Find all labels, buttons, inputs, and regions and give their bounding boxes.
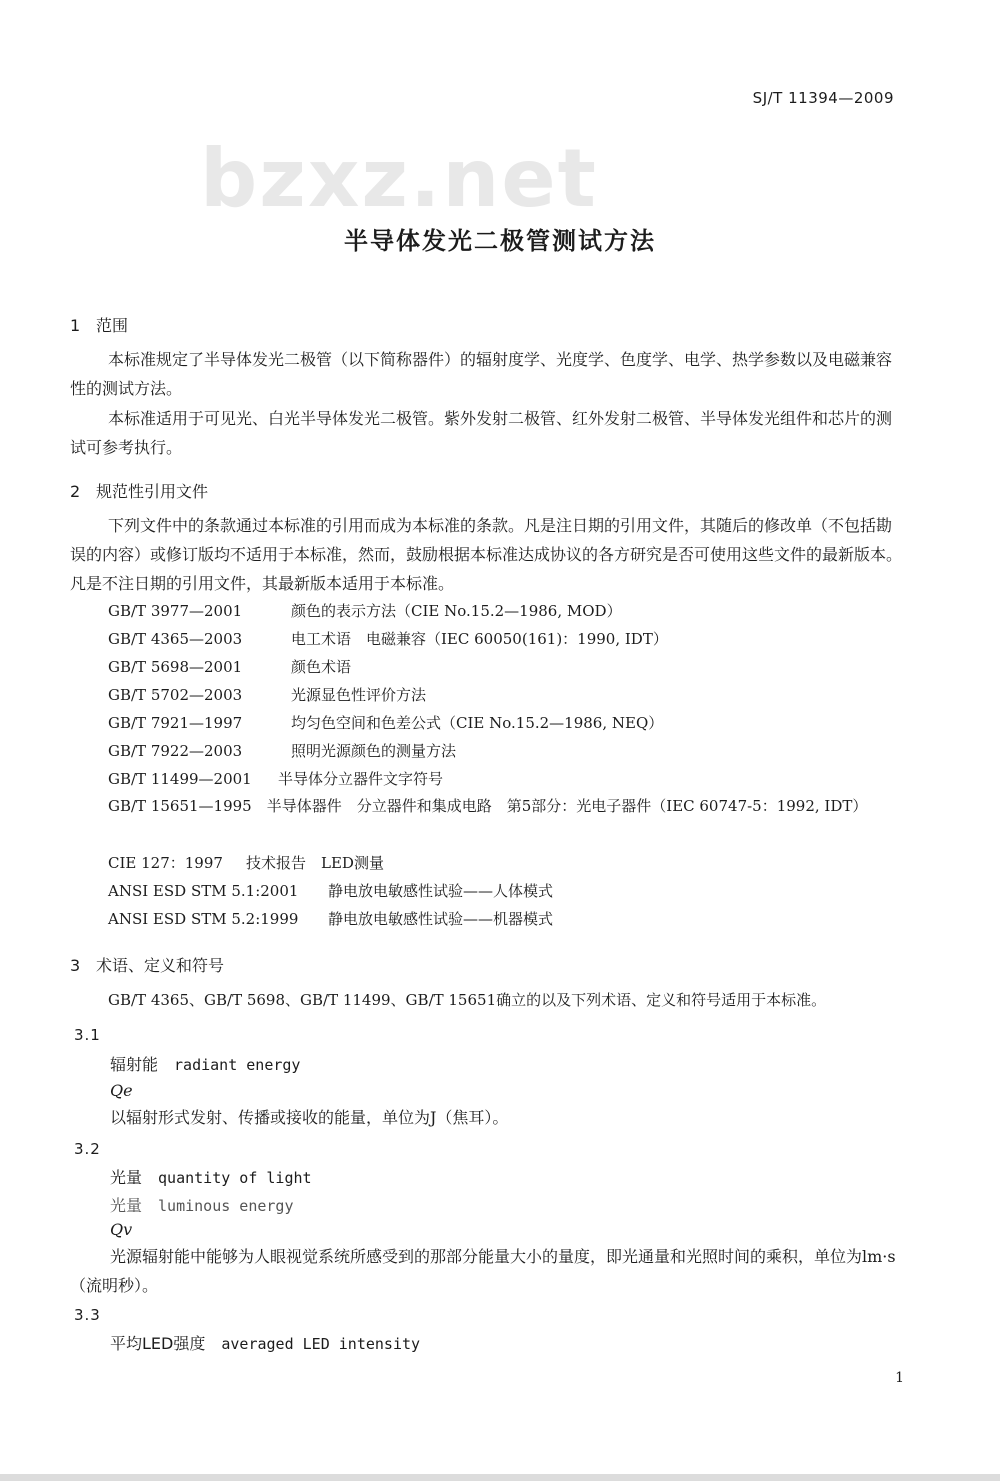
reference-code: ANSI ESD STM 5.2:1999 (108, 910, 299, 928)
reference-item (108, 712, 663, 733)
clause-number: 3.1 (74, 1026, 101, 1044)
clause-number: 3.3 (74, 1306, 101, 1324)
scope-paragraph-2: 本标准适用于可见光、白光半导体发光二极管。紫外发射二极管、红外发射二极管、半导体发光组件和芯片的测试可参考执行。 (70, 409, 893, 457)
terms-intro: GB/T 4365、GB/T 5698、GB/T 11499、GB/T 15651确立的以及下列术语、定义和符号适用于本标准。 (108, 991, 827, 1009)
reference-title: 光源显色性评价方法 (291, 686, 427, 704)
section-title: 术语、定义和符号 (96, 956, 225, 975)
reference-title: 技术报告 LED测量 (246, 854, 384, 872)
reference-item-long: GB/T 15651—1995 半导体器件 分立器件和集成电路 第5部分：光电子器件（IEC 60747-5：1992, IDT） (108, 797, 868, 815)
reference-code: GB/T 5698—2001 (108, 658, 243, 676)
reference-title: 静电放电敏感性试验——机器模式 (328, 910, 554, 928)
term-english: averaged LED intensity (221, 1335, 421, 1353)
term-chinese: 平均LED强度 (110, 1334, 206, 1353)
reference-code: GB/T 7922—2003 (108, 742, 243, 760)
section-title: 范围 (96, 316, 129, 335)
reference-item (108, 852, 384, 873)
clause-number: 3.2 (74, 1140, 101, 1158)
scope-paragraph-1: 本标准规定了半导体发光二极管（以下简称器件）的辐射度学、光度学、色度学、电学、热学参数以及电磁兼容性的测试方法。 (70, 350, 893, 398)
reference-code: GB/T 3977—2001 (108, 602, 243, 620)
section-title: 规范性引用文件 (96, 482, 209, 501)
normative-references-intro: 下列文件中的条款通过本标准的引用而成为本标准的条款。凡是注日期的引用文件，其随后的修改单（不包括勘误的内容）或修订版均不适用于本标准，然而，鼓励根据本标准达成协议的各方研究是否可使用这些文件的最新版本。凡是不注日期的引用文件，其最新版本适用于本标准。 (70, 516, 903, 593)
reference-title: 静电放电敏感性试验——人体模式 (328, 882, 554, 900)
reference-title: 半导体分立器件文字符号 (278, 770, 444, 788)
term-entry (110, 1165, 312, 1188)
reference-code: ANSI ESD STM 5.1:2001 (108, 882, 299, 900)
section-number: 1 (70, 316, 81, 335)
section-3-heading (70, 953, 224, 976)
reference-code: CIE 127：1997 (108, 854, 223, 872)
reference-title: 照明光源颜色的测量方法 (291, 742, 457, 760)
watermark: bzxz.net (200, 132, 598, 225)
term-symbol: Qv (110, 1220, 133, 1239)
reference-item (108, 628, 668, 649)
term-alternate (110, 1193, 293, 1216)
scan-edge (0, 1474, 1000, 1481)
term-entry (110, 1331, 420, 1354)
reference-code: GB/T 7921—1997 (108, 714, 243, 732)
term-definition: 以辐射形式发射、传播或接收的能量，单位为J（焦耳）。 (110, 1108, 509, 1127)
term-symbol: Qe (110, 1081, 133, 1100)
term-chinese: 光量 (110, 1196, 143, 1215)
section-2-heading (70, 479, 208, 502)
document-title: 半导体发光二极管测试方法 (344, 227, 656, 255)
term-english: quantity of light (158, 1169, 312, 1187)
section-number: 2 (70, 482, 81, 501)
reference-code: GB/T 11499—2001 (108, 770, 252, 788)
reference-item (108, 768, 443, 789)
section-1-heading (70, 313, 128, 336)
reference-item (108, 600, 622, 621)
standard-code: SJ/T 11394—2009 (752, 89, 894, 107)
section-number: 3 (70, 956, 81, 975)
reference-title: 电工术语 电磁兼容（IEC 60050(161)：1990, IDT） (291, 630, 668, 648)
reference-title: 均匀色空间和色差公式（CIE No.15.2—1986, NEQ） (291, 714, 664, 732)
page-number: 1 (895, 1370, 904, 1386)
reference-item (108, 684, 426, 705)
reference-code: GB/T 5702—2003 (108, 686, 243, 704)
term-entry (110, 1052, 300, 1075)
reference-item (108, 740, 456, 761)
reference-item (108, 656, 351, 677)
term-chinese: 辐射能 (110, 1055, 159, 1074)
reference-title: 颜色术语 (291, 658, 352, 676)
reference-title: 颜色的表示方法（CIE No.15.2—1986, MOD） (291, 602, 622, 620)
reference-item (108, 908, 553, 929)
term-chinese: 光量 (110, 1168, 143, 1187)
term-english: radiant energy (174, 1056, 301, 1074)
reference-code: GB/T 4365—2003 (108, 630, 243, 648)
term-english: luminous energy (158, 1197, 294, 1215)
reference-item (108, 880, 553, 901)
term-definition: 光源辐射能中能够为人眼视觉系统所感受到的那部分能量大小的量度，即光通量和光照时间的乘积，单位为lm·s（流明秒）。 (70, 1247, 896, 1295)
